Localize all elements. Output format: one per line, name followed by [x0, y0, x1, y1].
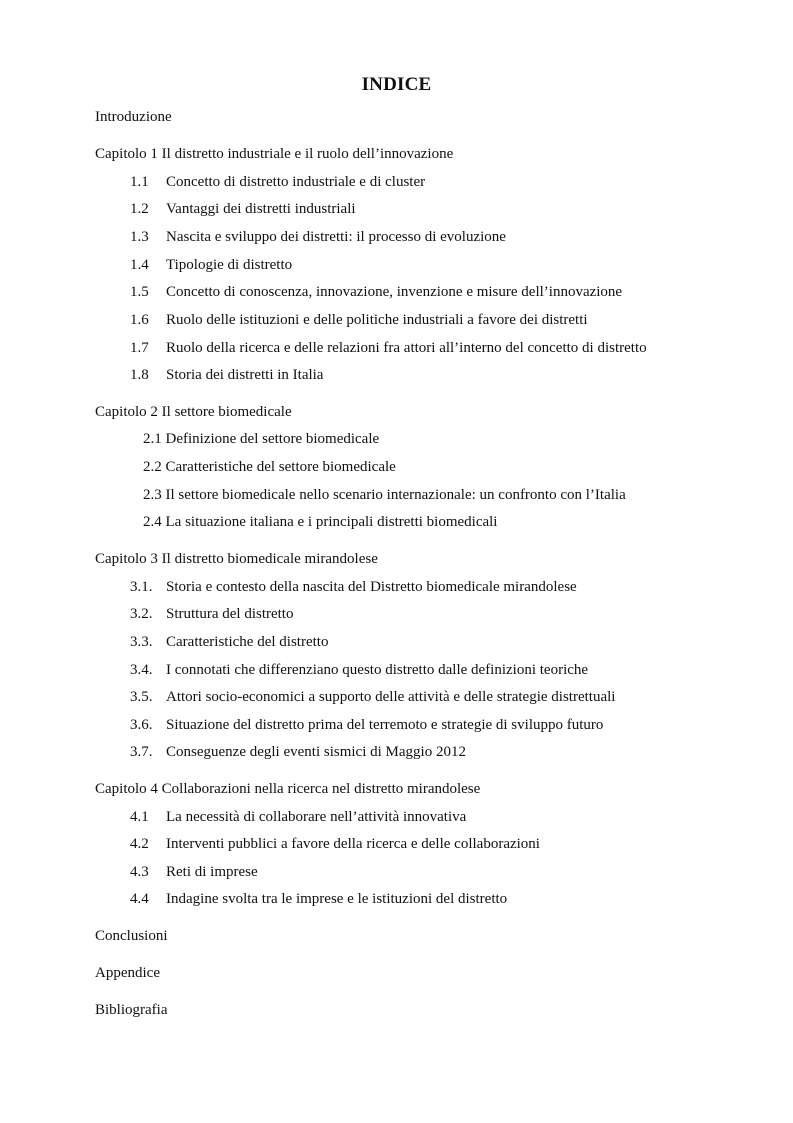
toc-item[interactable] — [130, 890, 507, 908]
toc-item-number: 1.7 — [130, 340, 149, 356]
toc-item-number: 1.4 — [130, 257, 149, 273]
toc-item[interactable] — [130, 339, 647, 357]
page-title: INDICE — [361, 74, 432, 95]
toc-item[interactable] — [130, 228, 506, 246]
toc-item-number: 1.2 — [130, 201, 149, 217]
toc-item-number: 1.6 — [130, 312, 149, 328]
toc-item-number: 3.6. — [130, 717, 153, 733]
toc-item-number: 3.3. — [130, 634, 153, 650]
toc-item-number: 3.1. — [130, 579, 153, 595]
toc-item-text: Struttura del distretto — [166, 606, 294, 622]
toc-item[interactable] — [130, 863, 258, 881]
toc-item-number: 1.8 — [130, 367, 149, 383]
toc-item-text: Indagine svolta tra le imprese e le istituzioni del distretto — [166, 891, 508, 907]
toc-item[interactable] — [130, 688, 615, 706]
toc-item-number: 3.7. — [130, 744, 153, 760]
toc-item[interactable] — [130, 808, 466, 826]
toc-item[interactable] — [130, 605, 293, 623]
toc-item[interactable]: 2.2 Caratteristiche del settore biomedicale — [143, 459, 396, 475]
toc-item-text: Attori socio-economici a supporto delle attività e delle strategie distrettuali — [166, 689, 616, 705]
toc-item[interactable] — [130, 200, 356, 218]
toc-bibliografia[interactable]: Bibliografia — [95, 1002, 168, 1018]
toc-item-text: Tipologie di distretto — [166, 257, 293, 273]
toc-item[interactable]: 2.4 La situazione italiana e i principali distretti biomedicali — [143, 514, 498, 530]
toc-item[interactable] — [130, 716, 603, 734]
toc-appendice[interactable]: Appendice — [95, 965, 160, 981]
toc-item[interactable] — [130, 366, 323, 384]
toc-item[interactable] — [130, 283, 622, 301]
toc-item[interactable] — [130, 578, 577, 596]
toc-item-text: Storia dei distretti in Italia — [166, 367, 324, 383]
toc-chapter-3-heading[interactable]: Capitolo 3 Il distretto biomedicale mirandolese — [95, 551, 378, 567]
toc-item-text: Interventi pubblici a favore della ricerca e delle collaborazioni — [166, 836, 540, 852]
toc-item-text: Ruolo delle istituzioni e delle politiche industriali a favore dei distretti — [166, 312, 588, 328]
toc-conclusioni[interactable]: Conclusioni — [95, 928, 168, 944]
toc-item-text: Concetto di distretto industriale e di cluster — [166, 174, 426, 190]
toc-item-text: Nascita e sviluppo dei distretti: il processo di evoluzione — [166, 229, 506, 245]
toc-item[interactable]: 2.1 Definizione del settore biomedicale — [143, 431, 380, 447]
toc-item-text: Caratteristiche del distretto — [166, 634, 329, 650]
toc-item-number: 4.1 — [130, 809, 149, 825]
toc-item[interactable] — [130, 311, 588, 329]
toc-item[interactable] — [130, 256, 292, 274]
toc-item-number: 1.1 — [130, 174, 149, 190]
toc-item-text: Conseguenze degli eventi sismici di Maggio 2012 — [166, 744, 466, 760]
toc-item-text: Concetto di conoscenza, innovazione, invenzione e misure dell’innovazione — [166, 284, 623, 300]
toc-item-number: 3.2. — [130, 606, 153, 622]
toc-item-text: La necessità di collaborare nell’attività innovativa — [166, 809, 467, 825]
toc-item-text: Situazione del distretto prima del terremoto e strategie di sviluppo futuro — [166, 717, 604, 733]
toc-chapter-4-heading[interactable]: Capitolo 4 Collaborazioni nella ricerca nel distretto mirandolese — [95, 781, 481, 797]
toc-item-text: Reti di imprese — [166, 864, 258, 880]
toc-item[interactable] — [130, 633, 328, 651]
toc-item[interactable] — [130, 661, 588, 679]
toc-item-number: 4.3 — [130, 864, 149, 880]
toc-item-text: I connotati che differenziano questo distretto dalle definizioni teoriche — [166, 662, 589, 678]
toc-item[interactable]: 2.3 Il settore biomedicale nello scenario internazionale: un confronto con l’Italia — [143, 487, 626, 503]
toc-item-number: 4.2 — [130, 836, 149, 852]
toc-item-number: 1.3 — [130, 229, 149, 245]
toc-item-number: 1.5 — [130, 284, 149, 300]
toc-item[interactable] — [130, 743, 466, 761]
toc-item-number: 3.4. — [130, 662, 153, 678]
toc-item-number: 4.4 — [130, 891, 149, 907]
toc-chapter-2-heading[interactable]: Capitolo 2 Il settore biomedicale — [95, 404, 292, 420]
toc-chapter-1-heading[interactable]: Capitolo 1 Il distretto industriale e il ruolo dell’innovazione — [95, 146, 454, 162]
toc-item[interactable] — [130, 173, 425, 191]
toc-item-text: Ruolo della ricerca e delle relazioni fra attori all’interno del concetto di distretto — [166, 340, 647, 356]
toc-item-number: 3.5. — [130, 689, 153, 705]
toc-item-text: Storia e contesto della nascita del Distretto biomedicale mirandolese — [166, 579, 577, 595]
toc-introduzione[interactable]: Introduzione — [95, 109, 172, 125]
toc-item[interactable] — [130, 835, 540, 853]
toc-item-text: Vantaggi dei distretti industriali — [166, 201, 356, 217]
